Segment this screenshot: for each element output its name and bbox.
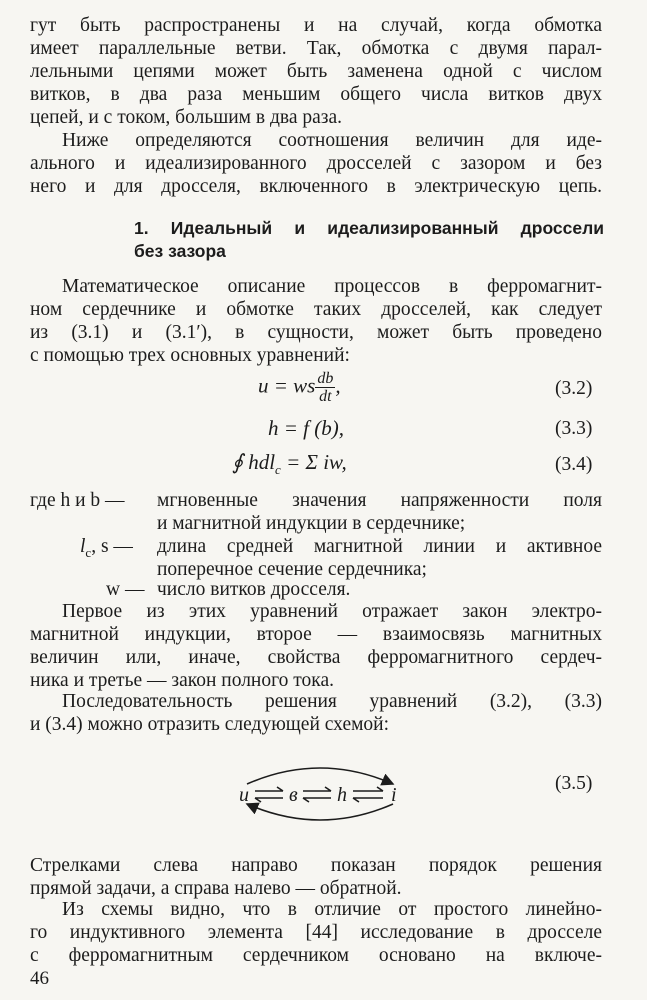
text-line: с ферромагнитным сердечником основано на включе- <box>30 945 602 966</box>
text-line: цепей, и с током, большим в два раза. <box>30 107 342 128</box>
equation-number: (3.5) <box>555 773 593 794</box>
text-line: го индуктивного элемента [44] исследование в дросселе <box>30 922 602 943</box>
text-line: гут быть распространены и на случай, когда обмотка <box>30 15 602 36</box>
equation-3-4 <box>232 450 347 478</box>
equation-number: (3.4) <box>555 454 593 475</box>
text-line: витков, в два раза меньшим общего числа витков двух <box>30 84 602 105</box>
scheme-node-b: в <box>289 784 298 806</box>
definition-text: поперечное сечение сердечника; <box>157 559 427 580</box>
text-line: ника и третье — закон полного тока. <box>30 670 334 691</box>
text-line: Первое из этих уравнений отражает закон электро- <box>62 601 602 622</box>
page-number: 46 <box>30 968 49 989</box>
forward-arc-arrow <box>247 768 393 784</box>
definition-text: и магнитной индукции в сердечнике; <box>157 513 466 534</box>
text-line: с помощью трех основных уравнений: <box>30 345 350 366</box>
equation-left: u = ws <box>258 373 316 398</box>
text-line: Последовательность решения уравнений (3.2), (3.3) <box>62 691 602 712</box>
scheme-node-h: h <box>337 784 347 806</box>
definition-subscript: c <box>85 544 92 560</box>
equation-integral: ∮ hdl <box>232 450 276 474</box>
scheme-double-arrows <box>255 787 383 802</box>
text-line: прямой задачи, а справа налево — обратной. <box>30 878 402 899</box>
definition-lead: где h и b — <box>30 490 125 511</box>
text-line: имеет параллельные ветви. Так, обмотка с двумя парал- <box>30 38 602 59</box>
scheme-node-u: u <box>239 784 249 806</box>
equation-subscript: c <box>275 462 281 478</box>
text-line: Математическое описание процессов в ферромагнит- <box>62 276 602 297</box>
text-line: ального и идеализированного дросселей с зазором и без <box>30 153 602 174</box>
text-line: величин или, иначе, свойства ферромагнитного сердеч- <box>30 647 602 668</box>
text-line: магнитной индукции, второе — взаимосвязь магнитных <box>30 624 602 645</box>
section-title: без зазора <box>134 241 226 261</box>
text-line: Стрелками слева направо показан порядок решения <box>30 855 602 876</box>
fraction <box>315 370 335 405</box>
definition-lead <box>80 535 133 564</box>
equation-tail: , <box>335 373 341 398</box>
text-line: и (3.4) можно отразить следующей схемой: <box>30 714 390 735</box>
definition-text: число витков дросселя. <box>157 579 351 600</box>
text-line: из (3.1) и (3.1′), в сущности, может быть проведено <box>30 322 602 343</box>
fraction-numerator: db <box>317 370 334 387</box>
text-line: Ниже определяются соотношения величин для иде- <box>62 130 602 151</box>
definition-text: длина средней магнитной линии и активное <box>157 536 602 557</box>
equation-number: (3.2) <box>555 378 593 399</box>
scheme-node-i: i <box>391 784 397 806</box>
fraction-denominator: dt <box>319 388 332 405</box>
text-line: ном сердечнике и обмотке таких дросселей, как следует <box>30 299 602 320</box>
backward-arc-arrow <box>247 804 393 820</box>
section-title: 1. Идеальный и идеализированный дроссели <box>134 218 604 238</box>
definition-symbol-rest: , s — <box>91 536 133 557</box>
solution-scheme-diagram <box>225 760 415 830</box>
equation-3-3: h = f (b), <box>268 416 344 440</box>
definition-text: мгновенные значения напряженности поля <box>157 490 602 511</box>
definition-symbol: l <box>80 536 86 557</box>
text-line: Из схемы видно, что в отличие от простого линейно- <box>62 899 602 920</box>
equation-3-2 <box>258 370 341 405</box>
equation-tail: = Σ iw, <box>280 450 347 474</box>
text-line: лельными цепями может быть заменена одной с числом <box>30 61 602 82</box>
text-line: него и для дросселя, включенного в электрическую цепь. <box>30 176 602 197</box>
equation-number: (3.3) <box>555 418 593 439</box>
definition-lead: w — <box>106 579 145 600</box>
